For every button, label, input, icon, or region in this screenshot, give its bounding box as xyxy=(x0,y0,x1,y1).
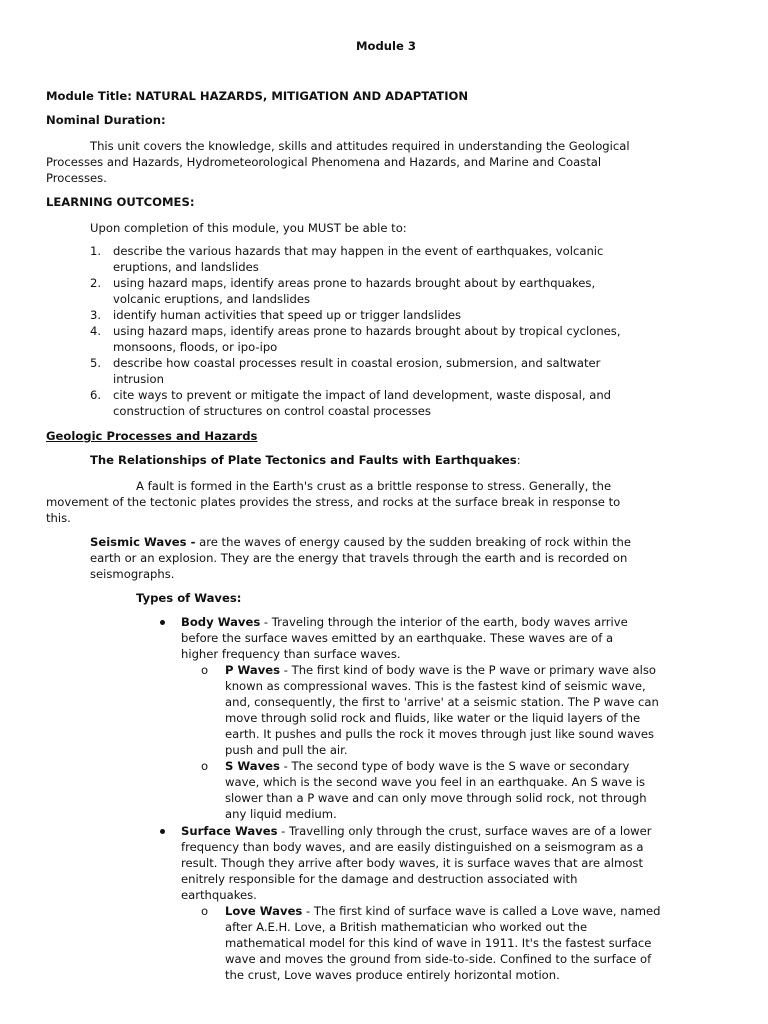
body-waves-line xyxy=(181,614,628,630)
outcome-number: 6. xyxy=(90,388,102,402)
surface-waves-line: earthquakes. xyxy=(181,888,257,902)
outcome-line: using hazard maps, identify areas prone to hazards brought about by tropical cyclones, xyxy=(113,324,621,338)
module-heading: Module 3 xyxy=(356,39,416,53)
learning-outcomes-heading: LEARNING OUTCOMES: xyxy=(46,195,195,209)
body-waves-text: - Traveling through the interior of the earth, body waves arrive xyxy=(263,615,628,629)
outcomes-intro: Upon completion of this module, you MUST be able to: xyxy=(90,221,407,235)
p-waves-term: P Waves xyxy=(225,663,281,677)
s-waves-text: - The second type of body wave is the S wave or secondary xyxy=(283,759,630,773)
subsection-heading xyxy=(90,452,521,468)
s-waves-line: any liquid medium. xyxy=(225,807,337,821)
outcome-number: 3. xyxy=(90,308,102,322)
love-waves-line xyxy=(225,903,661,919)
duration-line: Processes and Hazards, Hydrometeorological Phenomena and Hazards, and Marine and Coastal xyxy=(46,155,602,169)
love-waves-term: Love Waves xyxy=(225,904,303,918)
surface-waves-line: enitrely responsible for the damage and destruction associated with xyxy=(181,872,578,886)
outcome-number: 2. xyxy=(90,276,102,290)
outcome-line: describe the various hazards that may happen in the event of earthquakes, volcanic xyxy=(113,244,604,258)
bullet-icon xyxy=(160,620,165,625)
subsection-colon: : xyxy=(516,453,521,467)
fault-paragraph-line: movement of the tectonic plates provides the stress, and rocks at the surface break in response to xyxy=(46,495,621,509)
module-title-value: NATURAL HAZARDS, MITIGATION AND ADAPTATION xyxy=(135,89,469,103)
outcome-line: describe how coastal processes result in coastal erosion, submersion, and saltwater xyxy=(113,356,601,370)
p-waves-line: push and pull the air. xyxy=(225,743,348,757)
sub-bullet-icon: o xyxy=(201,759,209,773)
sub-bullet-icon: o xyxy=(201,904,209,918)
outcome-line: intrusion xyxy=(113,372,164,386)
p-waves-line: known as compressional waves. This is the fastest kind of seismic wave, xyxy=(225,679,646,693)
s-waves-line: wave, which is the second wave you feel in an earthquake. An S wave is xyxy=(225,775,646,789)
p-waves-line: move through solid rock and fluids, like water or the liquid layers of the xyxy=(225,711,641,725)
surface-waves-line xyxy=(181,823,652,839)
outcome-line: identify human activities that speed up or trigger landslides xyxy=(113,308,462,322)
body-waves-line: before the surface waves emitted by an earthquake. These waves are of a xyxy=(181,631,614,645)
s-waves-term: S Waves xyxy=(225,759,280,773)
types-of-waves-heading: Types of Waves: xyxy=(136,591,242,605)
p-waves-line: and, consequently, the first to 'arrive' at a seismic station. The P wave can xyxy=(225,695,659,709)
p-waves-line: earth. It pushes and pulls the rock it moves through just like sound waves xyxy=(225,727,655,741)
duration-line: This unit covers the knowledge, skills and attitudes required in understanding the Geological xyxy=(90,139,630,153)
body-waves-line: higher frequency than surface waves. xyxy=(181,647,401,661)
fault-paragraph-line: A fault is formed in the Earth's crust as a brittle response to stress. Generally, the xyxy=(136,479,612,493)
body-waves-term: Body Waves xyxy=(181,615,261,629)
love-waves-line: wave and moves the ground from side-to-side. Confined to the surface of xyxy=(225,952,652,966)
surface-waves-text: - Travelling only through the crust, surface waves are of a lower xyxy=(281,824,652,838)
outcome-line: volcanic eruptions, and landslides xyxy=(113,292,311,306)
s-waves-line xyxy=(225,758,629,774)
module-title-label: Module Title: xyxy=(46,89,132,103)
outcome-line: using hazard maps, identify areas prone to hazards brought about by earthquakes, xyxy=(113,276,596,290)
seismic-waves-term: Seismic Waves - xyxy=(90,535,196,549)
subsection-heading-text: The Relationships of Plate Tectonics and Faults with Earthquakes xyxy=(90,453,517,467)
outcome-number: 4. xyxy=(90,324,102,338)
surface-waves-term: Surface Waves xyxy=(181,824,278,838)
outcome-line: monsoons, floods, or ipo-ipo xyxy=(113,340,278,354)
outcome-line: eruptions, and landslides xyxy=(113,260,259,274)
fault-paragraph-line: this. xyxy=(46,511,71,525)
seismic-waves-line xyxy=(90,534,631,550)
outcome-line: construction of structures on control coastal processes xyxy=(113,404,431,418)
duration-line: Processes. xyxy=(46,171,107,185)
p-waves-line xyxy=(225,662,656,678)
s-waves-line: slower than a P wave and can only move through solid rock, not through xyxy=(225,791,647,805)
love-waves-line: after A.E.H. Love, a British mathematician who worked out the xyxy=(225,920,588,934)
module-title-line xyxy=(46,88,468,104)
love-waves-line: mathematical model for this kind of wave in 1911. It's the fastest surface xyxy=(225,936,652,950)
sub-bullet-icon: o xyxy=(201,663,209,677)
p-waves-text: - The first kind of body wave is the P wave or primary wave also xyxy=(283,663,656,677)
outcome-number: 1. xyxy=(90,244,102,258)
love-waves-line: the crust, Love waves produce entirely horizontal motion. xyxy=(225,968,560,982)
love-waves-text: - The first kind of surface wave is called a Love wave, named xyxy=(306,904,661,918)
surface-waves-line: result. Though they arrive after body waves, it is surface waves that are almost xyxy=(181,856,644,870)
seismic-waves-text: are the waves of energy caused by the sudden breaking of rock within the xyxy=(199,535,631,549)
seismic-waves-line: seismographs. xyxy=(90,567,175,581)
nominal-duration-label: Nominal Duration: xyxy=(46,113,166,127)
surface-waves-line: frequency than body waves, and are easily distinguished on a seismogram as a xyxy=(181,840,644,854)
seismic-waves-line: earth or an explosion. They are the energy that travels through the earth and is recorded on xyxy=(90,551,628,565)
bullet-icon xyxy=(160,829,165,834)
outcome-number: 5. xyxy=(90,356,102,370)
section-heading: Geologic Processes and Hazards xyxy=(46,429,258,443)
outcome-line: cite ways to prevent or mitigate the impact of land development, waste disposal, and xyxy=(113,388,612,402)
